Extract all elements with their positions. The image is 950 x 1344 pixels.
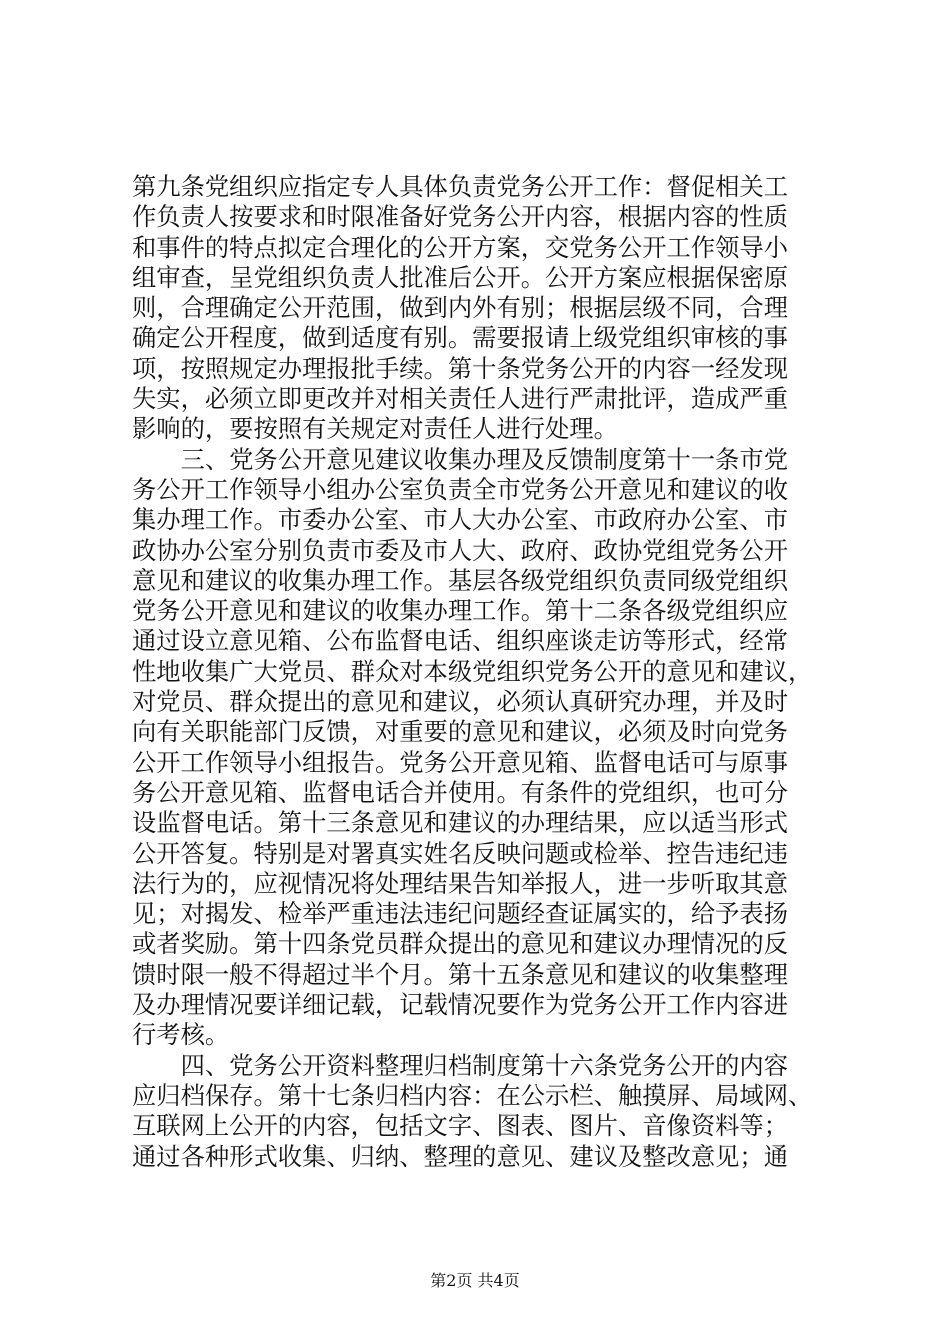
text-line: 影响的，要按照有关规定对责任人进行处理。: [132, 414, 618, 444]
text-line: 和事件的特点拟定合理化的公开方案，交党务公开工作领导小: [132, 232, 789, 262]
text-line: 通过设立意见箱、公布监督电话、组织座谈走访等形式，经常: [132, 626, 789, 656]
text-line: 行考核。: [132, 1020, 230, 1050]
text-line: 组审查，呈党组织负责人批准后公开。公开方案应根据保密原: [132, 262, 789, 292]
text-line: 意见和建议的收集办理工作。基层各级党组织负责同级党组织: [132, 565, 789, 595]
text-line: 向有关职能部门反馈，对重要的意见和建议，必须及时向党务: [132, 717, 789, 747]
text-line: 四、党务公开资料整理归档制度第十六条党务公开的内容: [132, 1050, 789, 1080]
text-line: 或者奖励。第十四条党员群众提出的意见和建议办理情况的反: [132, 929, 789, 959]
text-line: 作负责人按要求和时限准备好党务公开内容，根据内容的性质: [132, 202, 789, 232]
text-line: 党务公开意见和建议的收集办理工作。第十二条各级党组织应: [132, 596, 789, 626]
text-line: 对党员、群众提出的意见和建议，必须认真研究办理，并及时: [132, 687, 789, 717]
text-line: 集办理工作。市委办公室、市人大办公室、市政府办公室、市: [132, 505, 789, 535]
text-line: 法行为的，应视情况将处理结果告知举报人，进一步听取其意: [132, 868, 789, 898]
text-line: 失实，必须立即更改并对相关责任人进行严肃批评，造成严重: [132, 384, 789, 414]
text-line: 通过各种形式收集、归纳、整理的意见、建议及整改意见；通: [132, 1141, 789, 1171]
text-line: 项，按照规定办理报批手续。第十条党务公开的内容一经发现: [132, 353, 789, 383]
text-line: 则，合理确定公开范围，做到内外有别；根据层级不同，合理: [132, 293, 789, 323]
text-line: 馈时限一般不得超过半个月。第十五条意见和建议的收集整理: [132, 959, 789, 989]
text-line: 确定公开程度，做到适度有别。需要报请上级党组织审核的事: [132, 323, 789, 353]
document-body: [132, 172, 832, 1172]
text-line: 应归档保存。第十七条归档内容：在公示栏、触摸屏、局域网、: [132, 1080, 813, 1110]
text-line: 务公开工作领导小组办公室负责全市党务公开意见和建议的收: [132, 474, 789, 504]
text-line: 见；对揭发、检举严重违法违纪问题经查证属实的，给予表扬: [132, 899, 789, 929]
text-line: 政协办公室分别负责市委及市人大、政府、政协党组党务公开: [132, 535, 789, 565]
text-line: 互联网上公开的内容，包括文字、图表、图片、音像资料等；: [132, 1111, 789, 1141]
text-line: 及办理情况要详细记载，记载情况要作为党务公开工作内容进: [132, 990, 789, 1020]
text-line: 公开工作领导小组报告。党务公开意见箱、监督电话可与原事: [132, 747, 789, 777]
page-number-footer: 第2页 共4页: [430, 1271, 520, 1290]
text-line: 公开答复。特别是对署真实姓名反映问题或检举、控告违纪违: [132, 838, 789, 868]
text-line: 务公开意见箱、监督电话合并使用。有条件的党组织，也可分: [132, 777, 789, 807]
text-line: 性地收集广大党员、群众对本级党组织党务公开的意见和建议，: [132, 656, 813, 686]
text-line: 第九条党组织应指定专人具体负责党务公开工作：督促相关工: [132, 172, 789, 201]
text-line: 设监督电话。第十三条意见和建议的办理结果，应以适当形式: [132, 808, 789, 838]
text-line: 三、党务公开意见建议收集办理及反馈制度第十一条市党: [132, 444, 789, 474]
